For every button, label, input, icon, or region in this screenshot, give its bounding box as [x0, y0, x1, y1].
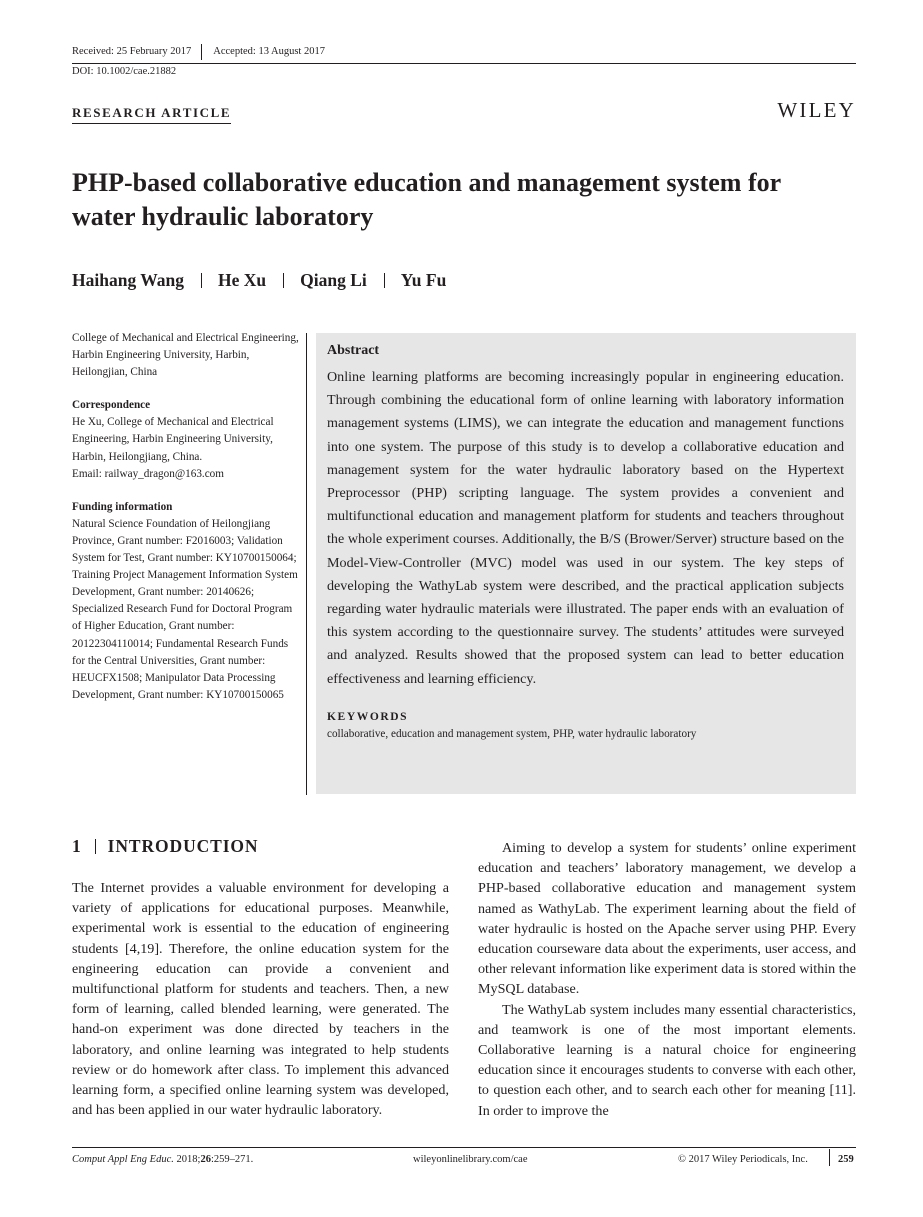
keywords-heading: KEYWORDS	[327, 710, 409, 723]
section-title: INTRODUCTION	[107, 836, 259, 856]
correspondence	[72, 397, 300, 482]
journal-volume: 26	[200, 1154, 211, 1165]
author-divider	[283, 273, 284, 288]
keywords-text: collaborative, education and management system, PHP, water hydraulic laboratory	[327, 727, 697, 740]
journal-year: 2018;	[176, 1154, 201, 1165]
author-name: Qiang Li	[300, 270, 367, 290]
section-heading	[72, 836, 258, 857]
section-divider	[95, 839, 96, 854]
body-paragraph: The Internet provides a valuable environment for developing a variety of applications for educational purposes. Meanwhile, experimental work is essential to the education of engineering students [4,19]. Therefore, the online education system for the engineering education can provide a convenient and multifunctional platform for students and teachers. Then, a new form of learning, called blended learning, were generated. The hand-on experiment was done directed by teachers in the laboratory, and online learning was integrated to help students review or do homework after class. To implement this advanced learning form, a specified online learning system was developed, and has been applied in our water hydraulic laboratory.	[72, 880, 449, 1119]
body-paragraph: Aiming to develop a system for students’ online experiment education and teachers’ laboratory management, we develop a PHP-based collaborative education and management system named as WathyLab. The experiment learning about the field of water hydraulic is hosted on the Apache server using PHP. Every education courseware data about the experiments, user access, and other relevant information like experiment data is stored within the MySQL database.	[478, 840, 856, 998]
article-info-sidebar	[72, 330, 300, 720]
journal-url: wileyonlinelibrary.com/cae	[413, 1154, 528, 1165]
funding-information	[72, 499, 300, 704]
article-type: RESEARCH ARTICLE	[72, 105, 231, 124]
author-name: Haihang Wang	[72, 270, 185, 290]
author-name: Yu Fu	[400, 270, 447, 290]
author-name: He Xu	[218, 270, 267, 290]
section-number: 1	[72, 836, 82, 856]
abstract-box	[316, 333, 856, 794]
abstract-text: Online learning platforms are becoming increasingly popular in engineering education. Through combining the educational form of online learning with laboratory information management systems (LIMS), we can integrate the education and management functions into one system. The purpose of this study is to develop a collaborative education and management system for the water hydraulic laboratory based on the Hypertext Preprocessor (PHP) scripting language. The system provides a convenient and multifunctional education and management platform for students and teachers throughout the whole experiment courses. Additionally, the B/S (Brower/Server) structure based on the Model-View-Controller (MVC) model was used in our system. The key steps of developing the WathyLab system were described, and the practical application subjects regarding water hydraulic materials were illustrated. The paper ends with an evaluation of this system according to the questionnaire survey. The students’ attitudes were surveyed and analyzed. Results showed that the proposed system can lead to better education effectiveness and learning efficiency.	[327, 369, 844, 687]
funding-heading: Funding information	[72, 500, 173, 513]
author-list	[72, 270, 446, 291]
header-rule	[72, 63, 856, 64]
body-paragraph: The WathyLab system includes many essential characteristics, and teamwork is one of the most important elements. Collaborative learning is a natural choice for engineering education since it encourages students to converse with each other, to question each other, and to search each other for meaning [11]. In order to improve the	[478, 1001, 856, 1119]
footer-rule	[72, 1147, 856, 1148]
sidebar-divider	[306, 333, 307, 795]
doi: DOI: 10.1002/cae.21882	[72, 66, 177, 77]
page-number: 259	[838, 1154, 854, 1165]
accepted-date: Accepted: 13 August 2017	[213, 46, 325, 57]
publisher-logo: WILEY	[777, 98, 856, 122]
journal-pages: :259–271.	[210, 1154, 254, 1165]
author-divider	[384, 273, 385, 288]
correspondence-heading: Correspondence	[72, 399, 151, 412]
correspondence-email: Email: railway_dragon@163.com	[72, 467, 224, 480]
article-dates	[72, 46, 325, 60]
affiliation: College of Mechanical and Electrical Engineering, Harbin Engineering University, Harbin, Heilongjian, China	[72, 332, 299, 379]
page-number-divider	[829, 1149, 830, 1166]
funding-text: Natural Science Foundation of Heilongjiang Province, Grant number: F2016003; Validation System for Test, Grant number: KY10700150064; Training Project Management Information System Development, Grant number: 20140626; Specialized Research Fund for Doctoral Program of Higher Education, Grant number: 20122304110014; Fundamental Research Funds for the Central Universities, Grant number: HEUCFX1508; Manipulator Data Processing Development, Grant number: KY10700150065	[72, 517, 298, 701]
copyright: © 2017 Wiley Periodicals, Inc.	[678, 1154, 808, 1165]
correspondence-text: He Xu, College of Mechanical and Electrical Engineering, Harbin Engineering University, Harbin, Heilongjiang, China.	[72, 416, 274, 463]
author-divider	[201, 273, 202, 288]
body-column-right	[478, 838, 856, 1121]
abstract-heading: Abstract	[327, 343, 380, 358]
journal-name: Comput Appl Eng Educ.	[72, 1154, 174, 1165]
body-column-left	[72, 878, 449, 1120]
journal-citation	[72, 1154, 253, 1165]
received-date: Received: 25 February 2017	[72, 46, 192, 57]
paper-title: PHP-based collaborative education and management system for water hydraulic laboratory	[72, 168, 781, 231]
